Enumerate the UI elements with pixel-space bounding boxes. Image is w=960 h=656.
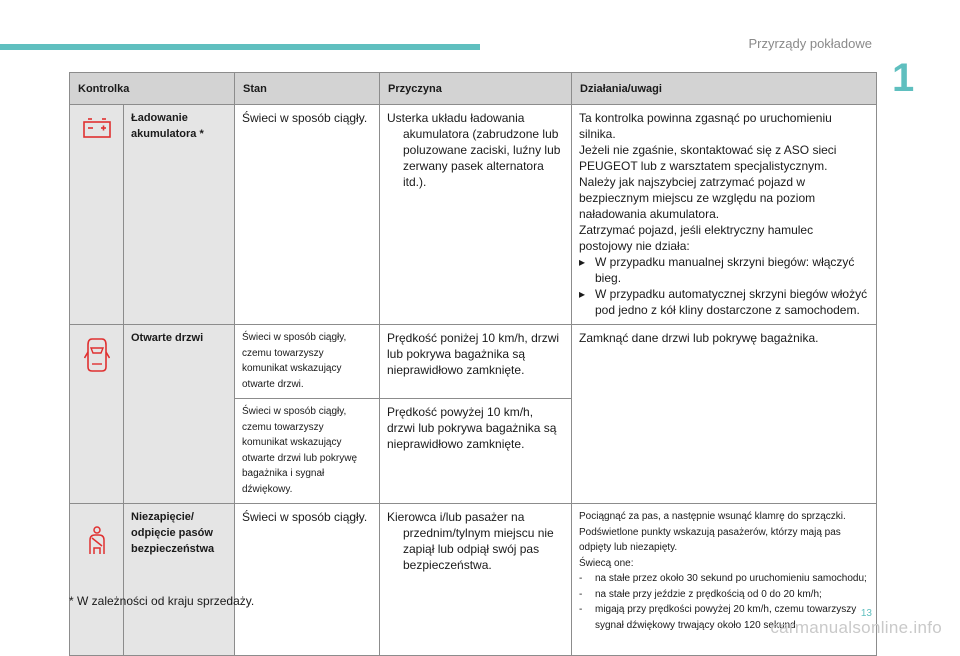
light-cause: Usterka układu ładowania akumulatora (zabrudzone lub poluzowane zaciski, luźny lub zerwany pasek alternatora itd.). <box>380 105 572 325</box>
column-header-kontrolka: Kontrolka <box>70 73 235 105</box>
light-actions <box>572 105 877 325</box>
action-bullet: - migają przy prędkości powyżej 20 km/h, czemu towarzyszy sygnał dźwiękowy trwający około 120 sekund. <box>579 604 857 631</box>
table-row <box>70 105 877 325</box>
action-text: Podświetlone punkty wskazują pasażerów, którzy mają pas odpięty lub niezapięty. <box>579 526 841 553</box>
action-text: Należy jak najszybciej zatrzymać pojazd w bezpiecznym miejscu ze względu na poziom naładowania akumulatora. <box>579 175 816 221</box>
table-row <box>70 504 877 656</box>
light-name: Niezapięcie/ odpięcie pasów bezpieczeństwa <box>124 504 235 656</box>
warning-lights-table <box>69 72 877 656</box>
battery-icon-cell <box>70 105 124 325</box>
column-header-dzialania: Działania/uwagi <box>572 73 877 105</box>
dash-icon: - <box>579 588 583 600</box>
chapter-number: 1 <box>892 56 915 100</box>
table-header-row <box>70 73 877 105</box>
page-number: 13 <box>860 608 872 619</box>
table-row <box>70 325 877 399</box>
footnote: * W zależności od kraju sprzedaży. <box>69 594 255 608</box>
action-bullet: - na stałe przy jeździe z prędkością od 0 do 20 km/h; <box>579 587 868 603</box>
action-bullet: ▸ W przypadku automatycznej skrzyni biegów włożyć pod jedno z kół kliny dostarczone z samochodem. <box>579 287 868 317</box>
seatbelt-icon-cell <box>70 504 124 656</box>
open-door-icon <box>84 337 110 373</box>
light-cause: Kierowca i/lub pasażer na przednim/tylnym miejscu nie zapiął lub odpiął swój pas bezpieczeństwa. <box>380 504 572 656</box>
light-state: Świeci w sposób ciągły. <box>235 504 380 656</box>
bullet-arrow-icon: ▸ <box>579 255 586 269</box>
action-text: Ta kontrolka powinna zgasnąć po uruchomieniu silnika. <box>579 111 832 141</box>
dash-icon: - <box>579 604 583 615</box>
bullet-arrow-icon: ▸ <box>579 287 586 301</box>
action-bullet: - na stałe przez około 30 sekund po uruchomieniu samochodu; <box>579 571 868 587</box>
light-cause: Prędkość powyżej 10 km/h, drzwi lub pokrywa bagażnika są nieprawidłowo zamknięte. <box>380 399 572 504</box>
column-header-przyczyna: Przyczyna <box>380 73 572 105</box>
action-text: Jeżeli nie zgaśnie, skontaktować się z ASO sieci PEUGEOT lub z warsztatem specjalistycznym. <box>579 143 837 173</box>
dash-icon: - <box>579 573 583 584</box>
header-accent-bar <box>0 44 480 50</box>
action-text: Zatrzymać pojazd, jeśli elektryczny hamulec postojowy nie działa: <box>579 223 814 253</box>
watermark: carmanualsonline.info <box>770 618 942 637</box>
action-text: Pociągnąć za pas, a następnie wsunąć klamrę do sprzączki. <box>579 511 846 522</box>
light-name: Ładowanie akumulatora * <box>124 105 235 325</box>
light-state: Świeci w sposób ciągły, czemu towarzyszy komunikat wskazujący otwarte drzwi lub pokrywę bagażnika i sygnał dźwiękowy. <box>235 399 380 504</box>
light-state: Świeci w sposób ciągły, czemu towarzyszy komunikat wskazujący otwarte drzwi. <box>235 325 380 399</box>
seatbelt-icon <box>86 526 108 556</box>
light-actions: Zamknąć dane drzwi lub pokrywę bagażnika. <box>572 325 877 504</box>
action-text: Świecą one: <box>579 557 634 569</box>
action-bullet: ▸ W przypadku manualnej skrzyni biegów: włączyć bieg. <box>579 255 855 285</box>
light-state: Świeci w sposób ciągły. <box>235 105 380 325</box>
column-header-stan: Stan <box>235 73 380 105</box>
light-name: Otwarte drzwi <box>124 325 235 504</box>
battery-icon <box>82 117 112 139</box>
open-door-icon-cell <box>70 325 124 504</box>
section-title: Przyrządy pokładowe <box>748 36 872 51</box>
light-cause: Prędkość poniżej 10 km/h, drzwi lub pokrywa bagażnika są nieprawidłowo zamknięte. <box>380 325 572 399</box>
